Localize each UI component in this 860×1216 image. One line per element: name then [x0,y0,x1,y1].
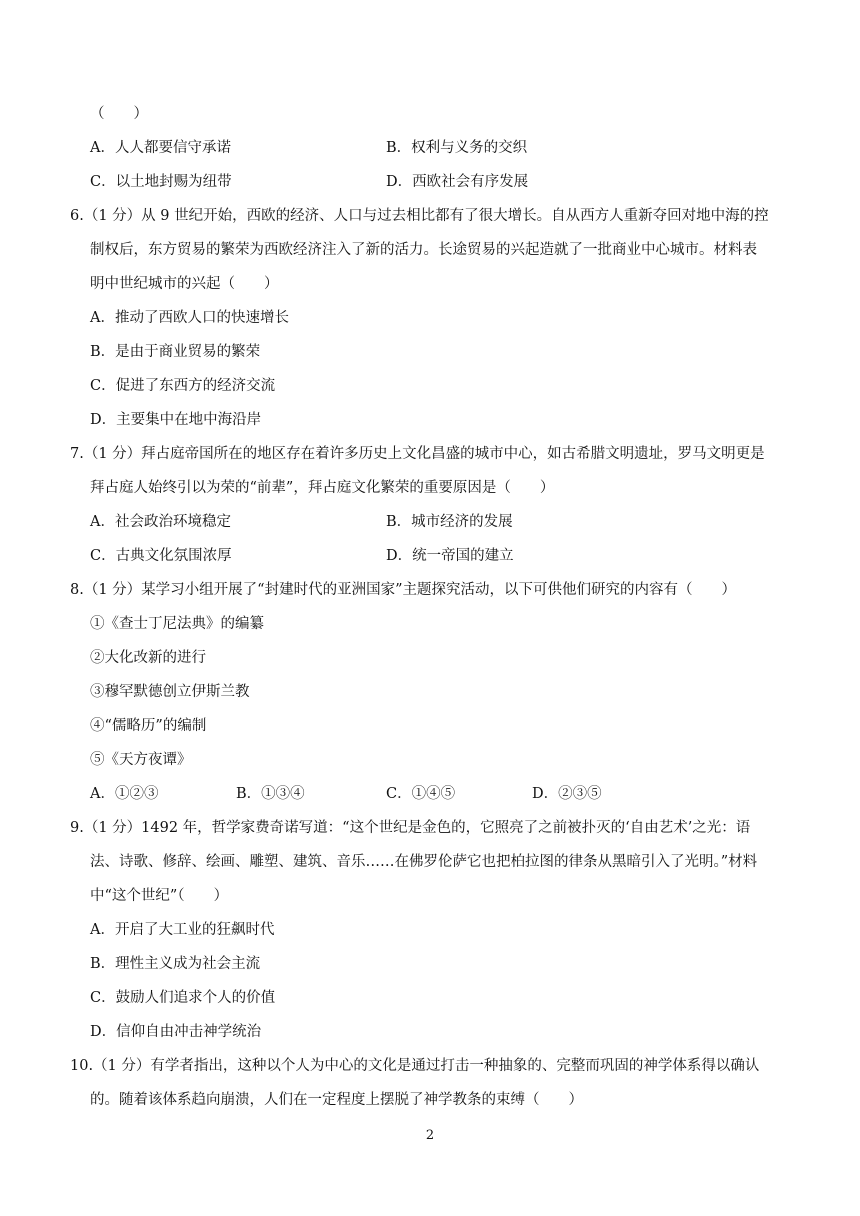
q6-option-a: A．推动了西欧人口的快速增长 [90,310,289,326]
q5-tail: （ ） [90,106,148,122]
q8-option-b: B．①③④ [236,786,305,802]
q7-option-c: C．古典文化氛围浓厚 [90,548,232,564]
q8-option-d: D．②③⑤ [532,786,602,802]
q6-stem-line: 明中世纪城市的兴起（ ） [90,276,279,292]
q9-option-b: B．理性主义成为社会主流 [90,956,261,972]
q6-stem-line: 制权后，东方贸易的繁荣为西欧经济注入了新的活力。长途贸易的兴起造就了一批商业中心城市。材料表 [90,242,757,258]
q8-item-4: ④“儒略历”的编制 [90,718,207,734]
q8-item-2: ②大化改新的进行 [90,650,206,666]
q5-option-a: A．人人都要信守承诺 [90,140,231,156]
q8-item-5: ⑤《天方夜谭》 [90,752,192,768]
q9-stem-line: 9.（1 分）1492 年，哲学家费奇诺写道：“这个世纪是金色的，它照亮了之前被扑灭的‘自由艺术’之光：语 [70,820,751,836]
q8-option-c: C．①④⑤ [386,786,456,802]
q5-option-d: D．西欧社会有序发展 [386,174,529,190]
q7-option-d: D．统一帝国的建立 [386,548,514,564]
page-number: 2 [425,1128,435,1143]
q7-stem-line: 拜占庭人始终引以为荣的“前辈”，拜占庭文化繁荣的重要原因是（ ） [90,480,555,496]
q8-option-a: A．①②③ [90,786,159,802]
q8-item-3: ③穆罕默德创立伊斯兰教 [90,684,250,700]
q7-option-b: B．城市经济的发展 [386,514,513,530]
q10-stem-line: 的。随着该体系趋向崩溃，人们在一定程度上摆脱了神学教条的束缚（ ） [90,1092,583,1108]
q9-option-a: A．开启了大工业的狂飙时代 [90,922,275,938]
q9-stem-line: 中“这个世纪”（ ） [90,888,229,904]
q5-option-b: B．权利与义务的交织 [386,140,528,156]
q6-option-d: D．主要集中在地中海沿岸 [90,412,262,428]
q7-option-a: A．社会政治环境稳定 [90,514,231,530]
q8-item-1: ①《查士丁尼法典》的编纂 [90,616,264,632]
q9-option-d: D．信仰自由冲击神学统治 [90,1024,262,1040]
q8-stem-line: 8.（1 分）某学习小组开展了“封建时代的亚洲国家”主题探究活动，以下可供他们研究的内容有（ ） [70,582,736,598]
q6-option-c: C．促进了东西方的经济交流 [90,378,276,394]
q9-option-c: C．鼓励人们追求个人的价值 [90,990,276,1006]
q10-stem-line: 10.（1 分）有学者指出，这种以个人为中心的文化是通过打击一种抽象的、完整而巩固的神学体系得以确认 [70,1058,760,1074]
q7-stem-line: 7.（1 分）拜占庭帝国所在的地区存在着许多历史上文化昌盛的城市中心，如古希腊文明遗址，罗马文明更是 [70,446,765,462]
q6-stem-line: 6.（1 分）从 9 世纪开始，西欧的经济、人口与过去相比都有了很大增长。自从西方人重新夺回对地中海的控 [70,208,769,224]
q9-stem-line: 法、诗歌、修辞、绘画、雕塑、建筑、音乐……在佛罗伦萨它也把柏拉图的律条从黑暗引入了光明。”材料 [90,854,758,870]
q6-option-b: B．是由于商业贸易的繁荣 [90,344,261,360]
q5-option-c: C．以土地封赐为纽带 [90,174,232,190]
